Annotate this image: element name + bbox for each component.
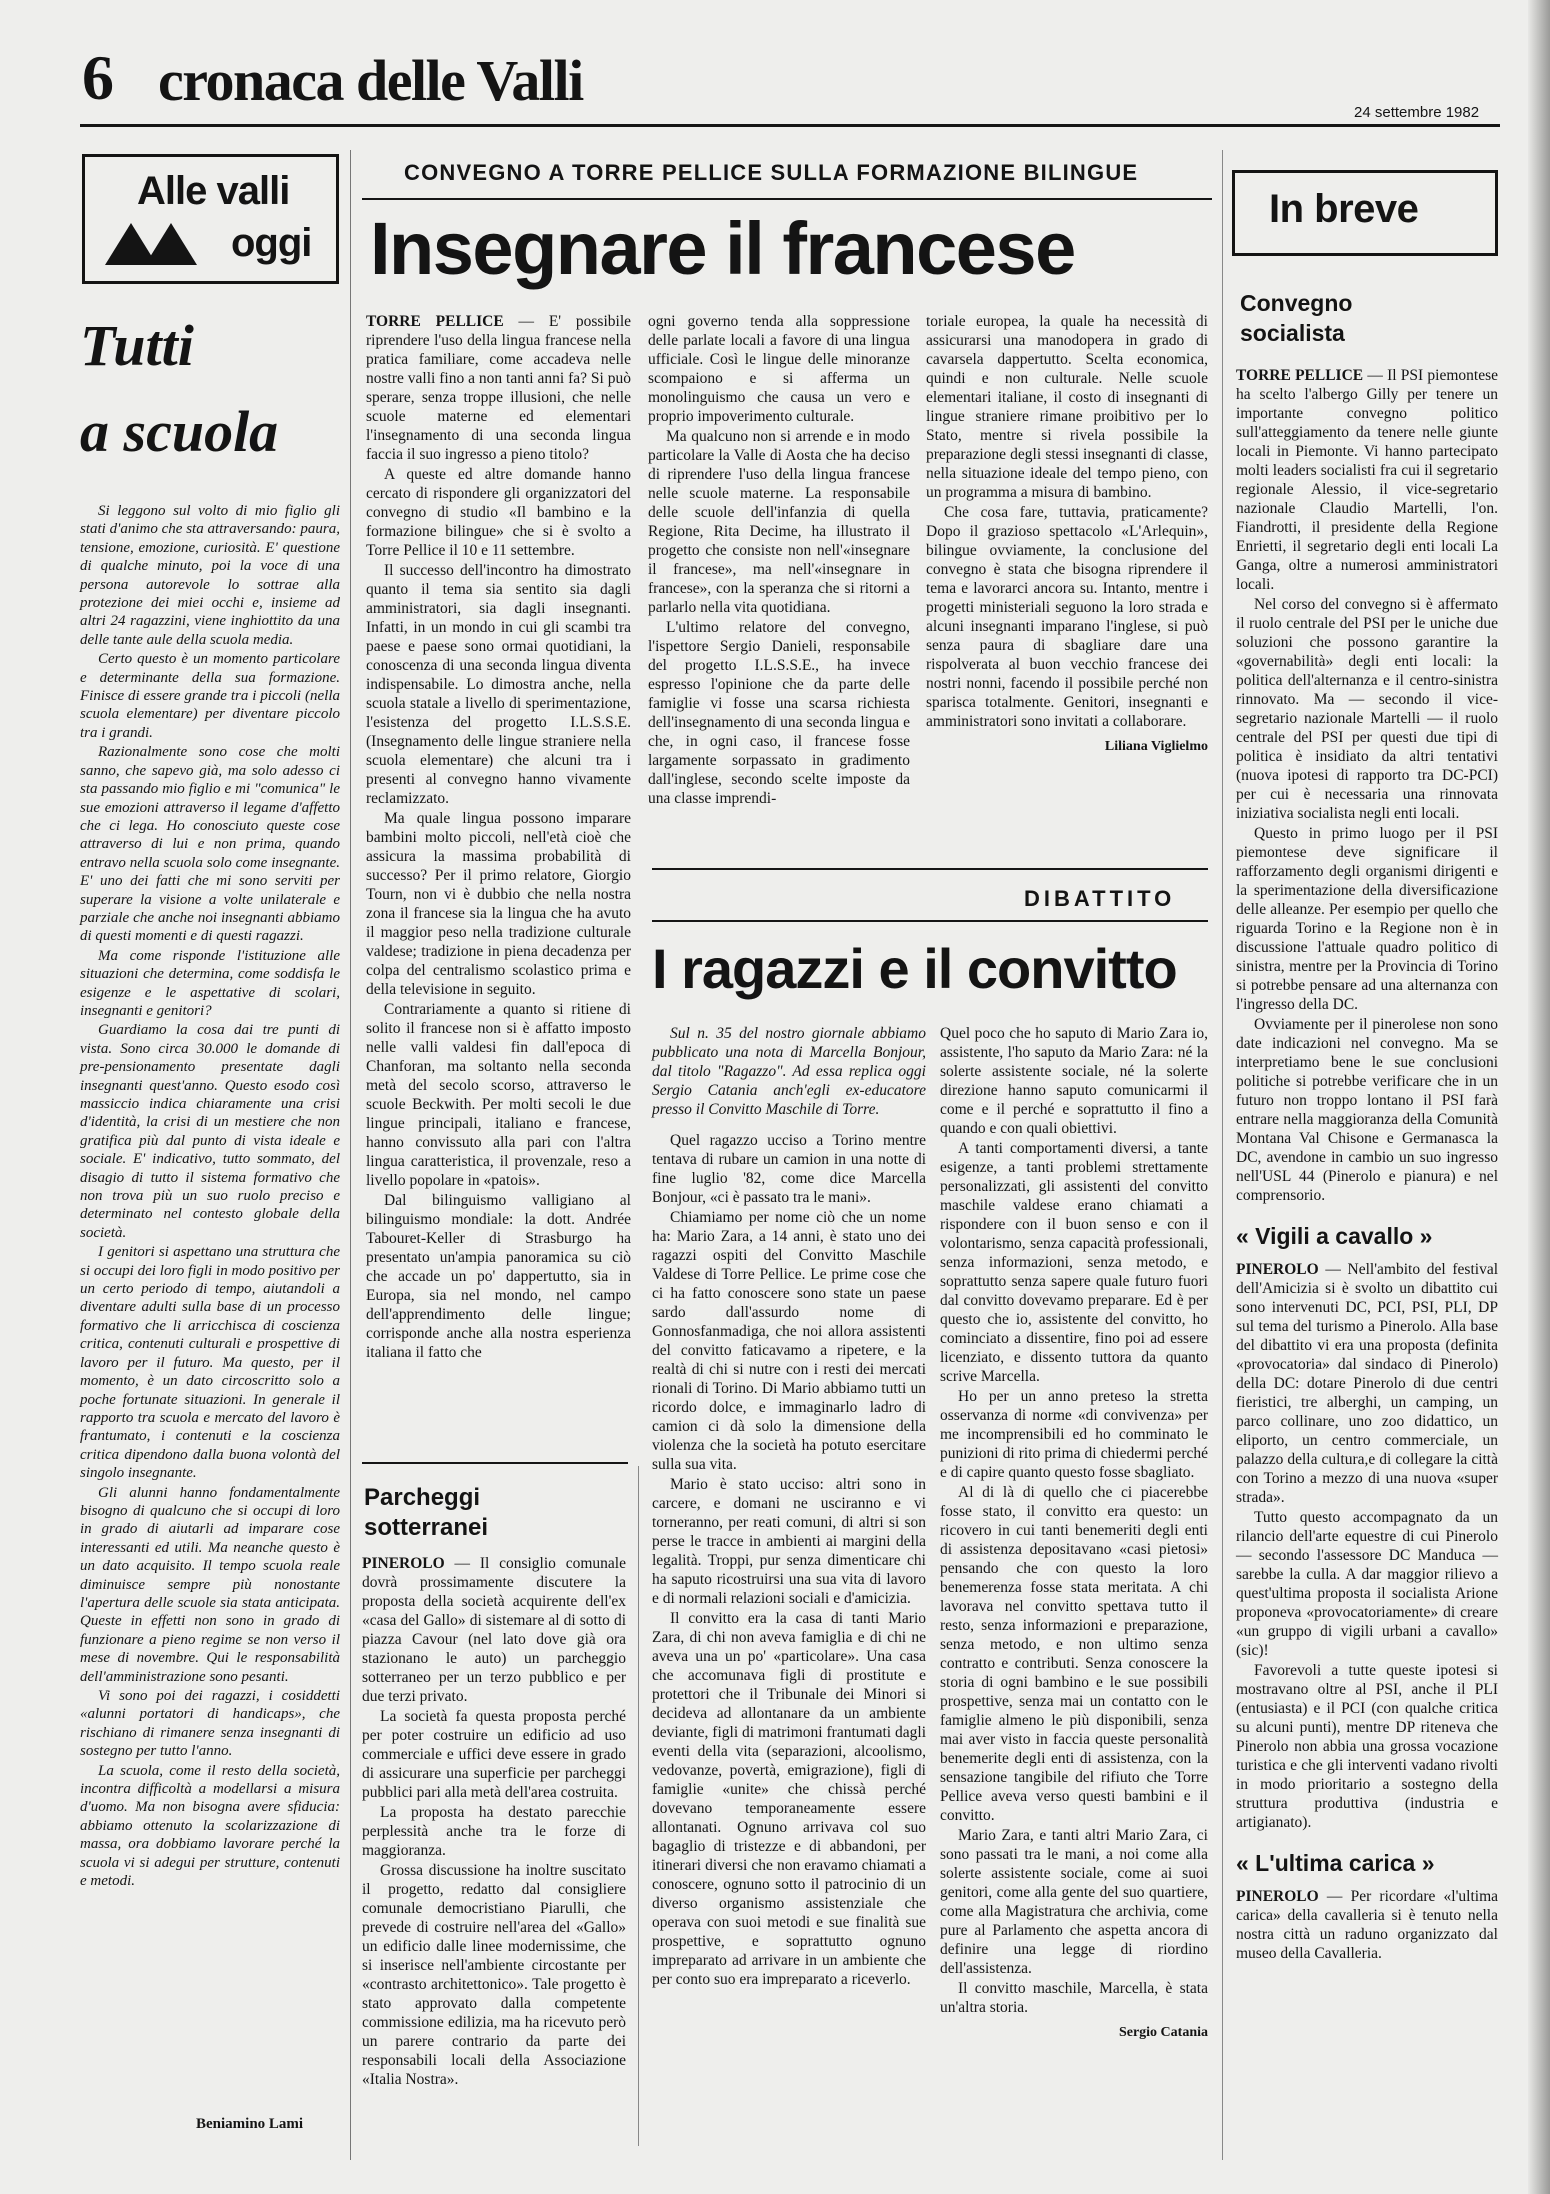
article-paragraph: L'ultimo relatore del convegno, l'ispettore Sergio Danieli, responsabile del progetto I.L.S.S.E., ha invece espresso l'opinione che da parte delle famiglie vi fosse una scarsa richiesta dell'insegnamento di una seconda lingua e che, in ogni caso, il francese fosse largamente sorpassato in gradimento dall'inglese, secondo scelte imposte da una classe imprendi- [648, 619, 910, 807]
article-paragraph: Dal bilinguismo valligiano al bilinguismo mondiale: la dott. Andrée Tabouret-Keller di Strasburgo ha presentato un'ampia panoramica su ciò che accade un po' dappertutto, sia in Europa, sia nel mondo, nel campo dell'apprendimento delle lingue; corrisponde anche alla nostra esperienza italiana il fatto che [366, 1192, 631, 1361]
article-paragraph: Il convitto era la casa di tanti Mario Zara, di chi non aveva famiglia e di chi ne aveva una un po' «particolare». Una casa che accomunava figli di prostitute e protettori che il Tribunale dei Minori si decideva ad allontanare da un ambiente deviante, figli di matrimoni frantumati dagli eventi della vita (separazioni, alcoolismo, vedovanze, povertà, emigrazione), figli di famiglie «unite» che chissà perché dovevano temporaneamente essere allontanati. Ognuno arrivava col suo bagaglio di tristezze e di abbandoni, per itinerari diversi che non eravamo chiamati a conoscere, ognuno sotto il patrocinio di un diverso organismo assistenziale che operava con suoi metodi e sue finalità sue prospettive, e soprattutto ognuno impreparato ad arrivare in un ambiente che per conto suo era impreparato a riceverlo. [652, 1610, 926, 1988]
page-gutter [1528, 0, 1550, 2194]
editorial-signature: Beniamino Lami [196, 2116, 304, 2132]
dateline: PINEROLO [1236, 1888, 1319, 1905]
article-paragraph: Favorevoli a tutte queste ipotesi si mostravano oltre al PSI, anche il PLI (entusiasta) e il PCI (con qualche critica su alcuni punti), mentre DP riteneva che Pinerolo non abbia una grossa vocazione turistica e che gli interventi vadano rivolti in modo prioritario a sostegno della struttura produttiva (industria e artigianato). [1236, 1662, 1498, 1831]
editorial-paragraph: Vi sono poi dei ragazzi, i cosiddetti «alunni portatori di handicaps», che rischiano di rimanere senza insegnanti di sostegno per tutto l'anno. [80, 1688, 340, 1760]
article-paragraph: Chiamiamo per nome ciò che un nome ha: Mario Zara, a 14 anni, è stato uno dei ragazzi ospiti del Convitto Maschile Valdese di Torre Pellice. Le prime cose che ci ha fatto conoscere sono state un paese sardo dall'assurdo nome di Gonnosfanmadiga, che noi allora assistenti del convitto faticavamo a ripetere, e la realtà di chi si nutre con i resti dei mercati rionali di Torino. Di Mario abbiamo tutti un ricordo dolce, e immaginarlo ladro di camion ci dà solo la dimensione della violenza che la società ha potuto esercitare sulla sua vita. [652, 1209, 926, 1473]
dateline: TORRE PELLICE [366, 313, 504, 330]
column-logo-line2: oggi [231, 221, 312, 265]
article-paragraph: ogni governo tenda alla soppressione delle parlate locali a favore di una lingua ufficiale. Così le lingue delle minoranze scompaiono e si afferma un monolinguismo che causa un vero e proprio impoverimento culturale. [648, 313, 910, 425]
editorial-title-line2: a scuola [80, 399, 279, 464]
editorial-title-line1: Tutti [80, 313, 194, 378]
dateline: TORRE PELLICE [1236, 367, 1364, 384]
editorial-paragraph: Ma come risponde l'istituzione alle situazioni che determina, come soddisfa le esigenze e le aspettative di scolari, insegnanti e genitori? [80, 947, 340, 1019]
article-paragraph: Mario è stato ucciso: altri sono in carcere, e domani ne usciranno e vi torneranno, per reati comuni, di altri si son perse le tracce in ambienti ai margini della legalità. Troppi, pur senza dimenticare chi ha saputo ricostruirsi una sua vita di lavoro e di normali relazioni sociali e d'amicizia. [652, 1476, 926, 1607]
main-article-headline: Insegnare il francese [370, 207, 1075, 290]
parking-rule [362, 1462, 628, 1464]
in-breve-box [1232, 170, 1498, 256]
article-paragraph: Ma qualcuno non si arrende e in modo particolare la Valle di Aosta che ha deciso di riprendere l'uso della lingua francese nelle scuole materne. La responsabile delle scuole dell'infanzia di quella Regione, Rita Decime, ha illustrato il progetto che consiste non nell'«insegnare il francese», ma nell'«insegnare in francese», con la speranza che si ritorni a parlarlo nella vita quotidiana. [648, 428, 910, 616]
editorial-paragraph: Gli alunni hanno fondamentalmente bisogno di qualcuno che si occupi di loro in grado di aiutarli ad imparare cose interessanti ed utili. Ma neanche questo è un dato acquisito. Il tempo scuola reale diminuisce sempre più nonostante l'apertura delle scuole sia stata anticipata. Queste in effetti non sono in grado di funzionare a pieno regime se non verso il mese di novembre. Qui le responsabilità dell'amministrazione sono pesanti. [80, 1484, 340, 1685]
column-logo-box [82, 154, 339, 284]
debate-col2 [940, 1024, 1208, 2042]
dateline: PINEROLO [1236, 1261, 1319, 1278]
article-paragraph: toriale europea, la quale ha necessità di assicurarsi una manodopera in grado di cavarsela dappertutto. Scelta economica, quindi e non culturale. Nelle scuole elementari italiane, il costo di insegnanti di lingue straniere rimane proibitivo per lo Stato, mentre si rivela possibile la preparazione degli stessi insegnanti di classe, nella situazione ideale del tempo pieno, con un programma a misura di bambino. [926, 313, 1208, 501]
main-article-col1 [366, 312, 631, 1363]
article-paragraph: Al di là di quello che ci piacerebbe fosse stato, il convitto era questo: un ricovero in cui tanti benemeriti degli enti di assistenza depositavano «casi pietosi» pensando che con questo la loro benemerenza fosse stata meritata. A chi lavorava nel convitto spettava tutto il resto, senza informazioni e preparazione, senza metodo, e non ultimo senza contratto e contributi. Senza conoscere la storia di ogni bambino e le sue possibili prospettive, senza mai un contatto con le famiglie almeno le più disponibili, senza mai aver visto in faccia queste personalità benemerite degli enti di assistenza, con la sensazione tangibile del rifiuto che Torre Pellice aveva verso questi bambini e il convitto. [940, 1484, 1208, 1824]
parking-body [362, 1554, 626, 2090]
article-paragraph: A tanti comportamenti diversi, a tante esigenze, a tanti problemi strettamente personalizzati, gli assistenti del convitto maschile valdese erano chiamati a rispondere con il buon senso e con il volontarismo, senza capacità professionali, senza informazioni, senza metodo, e soprattutto senza sapere quale futuro fuori dal convitto dovevamo preparare. Ed è per questo che io, assistente del convitto, ho cominciato a dissentire, fino poi ad essere licenziato, e dissento tuttora da quanto scrive Marcella. [940, 1140, 1208, 1385]
parking-headline-line2: sotterranei [364, 1514, 489, 1541]
debate-rule-bottom [652, 920, 1208, 922]
article-paragraph: Ho per un anno preteso la stretta osservanza di norme «di convivenza» per me incomprensibili ed ho comminato le punizioni di rito prima di chiedermi perché e di capire quanto questo fosse sbagliato. [940, 1388, 1208, 1481]
editorial-paragraph: Certo questo è un momento particolare e determinante della sua formazione. Finisce di essere grande tra i piccoli (nella scuola elementare) per diventare piccolo tra i grandi. [80, 651, 340, 741]
editorial-paragraph: La scuola, come il resto della società, incontra difficoltà a modellarsi a misura d'uomo. Ma non bisogna avere sfiducia: abbiamo ottenuto la scolarizzazione di massa, ora dobbiamo lavorare perché la scuola vi si adegui per strutture, contenuti e metodi. [80, 1762, 340, 1890]
kicker-rule [362, 198, 1212, 200]
brief-title: « L'ultima carica » [1236, 1850, 1435, 1876]
article-paragraph: Nel corso del convegno si è affermato il ruolo centrale del PSI per le uniche due soluzioni che possono garantire la «governabilità» degli enti locali: la politica dell'alternanza e il centro-sinistra rinnovato. Ma — secondo il vice-segretario nazionale Martelli — il ruolo centrale del PSI per questi due tipi di politica è insidiato da altri tentativi (nuova ipotesi di rapporto tra DC-PCI) per cui è necessaria una rinnovata iniziativa socialista negli enti locali. [1236, 596, 1498, 822]
article-paragraph: PINEROLO — Per ricordare «l'ultima carica» della cavalleria si è tenuto nella nostra città un raduno organizzato dal museo della Cavalleria. [1236, 1888, 1499, 1962]
debate-kicker: DIBATTITO [1024, 886, 1176, 911]
column-divider-right [1222, 150, 1223, 2160]
article-paragraph: PINEROLO — Il consiglio comunale dovrà prossimamente discutere la proposta della società acquirente dell'ex «casa del Gallo» di sistemare al di sotto di piazza Cavour (nel lato dove già ora stazionano le auto) un parcheggio sotterraneo per un terzo pubblico e per due terzi privato. [362, 1555, 626, 1705]
dateline: PINEROLO [362, 1555, 445, 1572]
article-paragraph: Quel poco che ho saputo di Mario Zara io, assistente, l'ho saputo da Mario Zara: né la solerte assistente sociale, né la solerte direzione hanno saputo comunicarmi il come e il perché e soprattutto il fino a quando e con quali obiettivi. [940, 1025, 1208, 1137]
debate-headline: I ragazzi e il convitto [652, 937, 1177, 1000]
article-paragraph: TORRE PELLICE — E' possibile riprendere l'uso della lingua francese nella pratica familiare, come accadeva nelle nostre valli fino a non tanti anni fa? Si può sperare, senza troppe illusioni, che nelle scuole materne ed elementari l'insegnamento di una seconda lingua faccia il suo ingresso a pieno titolo? [366, 313, 632, 463]
mountains-icon [105, 219, 205, 269]
article-signature: Liliana Viglielmo [1104, 739, 1208, 754]
page-number: 6 [82, 42, 114, 113]
column-divider-middle [638, 1466, 639, 2146]
brief-title: socialista [1240, 320, 1345, 346]
main-article-col3 [926, 312, 1208, 756]
editorial-paragraph: I genitori si aspettano una struttura che si occupi dei loro figli in modo positivo per un certo periodo di tempo, aiutandoli a diventare adulti sulla base di un processo formativo che li arricchisca di coscienza critica, contenuti culturali e prospettive di lavoro per il futuro. Ma questo, per il momento, è un dato circoscritto solo a poche fortunate situazioni. In generale il rapporto tra scuola e mercato del lavoro è frantumato, i contenuti e la coscienza critica dipendono dalla buona volontà del singolo insegnante. [80, 1244, 340, 1482]
article-paragraph: Mario Zara, e tanti altri Mario Zara, ci sono passati tra le mani, a noi come alla solerte assistente sociale, come ai suoi genitori, come alla gente del suo quartiere, come alla Magistratura che archivia, come pure al Parlamento che aspetta ancora di definire una legge di riordino dell'assistenza. [940, 1827, 1208, 1977]
article-paragraph: La società fa questa proposta perché per poter costruire un edificio ad uso commerciale e uffici deve essere in grado di assicurare una superficie per parcheggi pubblici pari alla metà dell'area costruita. [362, 1708, 626, 1801]
main-article-kicker: CONVEGNO A TORRE PELLICE SULLA FORMAZIONE BILINGUE [404, 160, 1139, 185]
page-date: 24 settembre 1982 [1354, 104, 1480, 121]
brief-title: « Vigili a cavallo » [1236, 1223, 1433, 1249]
parking-headline-line1: Parcheggi [364, 1484, 481, 1511]
article-paragraph: A queste ed altre domande hanno cercato di rispondere gli organizzatori del convegno di studio «Il bambino e la formazione bilingue» che si è svolto a Torre Pellice il 10 e 11 settembre. [366, 466, 631, 559]
editorial-paragraph: Si leggono sul volto di mio figlio gli stati d'animo che sta attraversando: paura, tensione, emozione, curiosità. E' questione di qualche minuto, poi la voce di una persona autorevole lo sottrae alla protezione dei miei occhi e, insieme ad altri 24 ragazzini, viene inghiottito da una delle tante aule della scuola media. [80, 503, 340, 648]
brief-body [1236, 366, 1498, 1964]
article-paragraph: Contrariamente a quanto si ritiene di solito il francese non si è affatto imposto nelle valli valdesi fin dall'epoca di Chanforan, ma soltanto nella seconda metà del secolo scorso, attraverso le scuole Beckwith. Per molti secoli le due lingue principali, italiano e francese, hanno convissuto alla pari con l'altra lingua caratteristica, il provenzale, reso a livello popolare in «patois». [366, 1001, 631, 1189]
header-rule [80, 124, 1500, 127]
article-paragraph: Il convitto maschile, Marcella, è stata un'altra storia. [940, 1980, 1208, 2016]
article-paragraph: Grossa discussione ha inoltre suscitato il progetto, redatto dal consigliere comunale democristiano Piarulli, che prevede di costruire nell'area del «Gallo» un edificio dalle linee modernissime, che si inserisce nell'ambiente circostante per «contrasto architettonico». Tale progetto è stato approvato dalla competente commissione edilizia, ma ha ricevuto però un parere contrario da parte dei responsabili locali della Associazione «Italia Nostra». [362, 1862, 626, 2088]
editorial-paragraph: Razionalmente sono cose che molti sanno, che sapevo già, ma solo adesso ci sta passando mio figlio e mi "comunica" le sue emozioni attraverso il legame d'affetto che ci lega. Ho conosciuto queste cose attraverso di lui e non prima, quando entravo nella scuola solo come insegnante. E' uno dei fatti che mi sono serviti per superare la visione a volte unilaterale e parziale che anche noi insegnanti abbiamo di questi momenti e di questi ragazzi. [80, 744, 340, 945]
article-paragraph: PINEROLO — Nell'ambito del festival dell'Amicizia si è svolto un dibattito cui sono intervenuti DC, PCI, PSI, PLI, DP sul tema del turismo a Pinerolo. Alla base del dibattito vi era una proposta (definita «provocatoria» dal sindaco di Pinerolo) della DC: dotare Pinerolo di due centri fieristici, tre alberghi, un camping, un parco collinare, uno zoo didattico, un eliporto, un centro commerciale, un palazzo della cultura,e di collegare la città con Torino a mezzo di una nuova «super strada». [1236, 1261, 1498, 1506]
article-paragraph: La proposta ha destato parecchie perplessità anche tra le forze di maggioranza. [362, 1804, 626, 1859]
article-paragraph: Il successo dell'incontro ha dimostrato quanto il tema sia sentito sia dagli amministratori, sia dagli insegnanti. Infatti, in un mondo in cui gli scambi tra paese e paese sono ormai quotidiani, la conoscenza di una seconda lingua diventa indispensabile. Lo dimostra anche, nella scuola statale a livello di sperimentazione, l'esistenza del progetto I.L.S.S.E. (Insegnamento delle lingue straniere nella scuola elementare) che alcuni tra i presenti al convegno hanno vivamente reclamizzato. [366, 562, 631, 807]
column-logo-line1: Alle valli [137, 169, 290, 213]
main-article-col2 [648, 312, 910, 809]
debate-rule-top [652, 868, 1208, 870]
article-paragraph: Quel ragazzo ucciso a Torino mentre tentava di rubare un camion in una notte di fine luglio '82, come dice Marcella Bonjour, «ci è passato tra le mani». [652, 1132, 926, 1206]
article-signature: Sergio Catania [1118, 2025, 1208, 2040]
article-paragraph: TORRE PELLICE — Il PSI piemontese ha scelto l'albergo Gilly per tenere un importante convegno politico sull'atteggiamento da tenere nelle giunte locali in Piemonte. Vi hanno partecipato molti leaders socialisti fra cui il segretario regionale Alessio, il vice-segretario nazionale Claudio Martelli, l'on. Fiandrotti, il presidente della Regione Enrietti, il segretario degli enti locali La Ganga, oltre a numerosi amministratori locali. [1236, 367, 1499, 593]
article-paragraph: Che cosa fare, tuttavia, praticamente? Dopo il grazioso spettacolo «L'Arlequin», bilingue ovviamente, la conclusione del convegno è stata che bisogna riprendere il tema e lavorarci ancora su. Intanto, mentre i progetti ministeriali seguono la loro strada e alcuni insegnanti imparano l'inglese, si può senza paura di sbagliare dare una rispolverata al buon vecchio francese dei nostri nonni, facendo il possibile perché non sparisca totalmente. Genitori, insegnanti e amministratori sono invitati a collaborare. [926, 504, 1208, 730]
brief-title: Convegno [1240, 290, 1353, 316]
section-title: cronaca delle Valli [158, 48, 583, 113]
article-paragraph: Ma quale lingua possono imparare bambini molto piccoli, nell'età cioè che assicura la massima probabilità di successo? Per il primo relatore, Giorgio Tourn, non vi è dubbio che nella nostra zona il francese sia la lingua che ha avuto il maggior peso nella tradizione culturale valdese; tradizione in piena decadenza per colpa del centralismo scolastico prima e della televisione in seguito. [366, 810, 631, 998]
column-divider-left [350, 150, 351, 2160]
article-paragraph: Tutto questo accompagnato da un rilancio dell'arte equestre di cui Pinerolo — secondo l'assessore DC Manduca — sarebbe la culla. A dar maggior rilievo a quest'ultima proposta il socialista Arione proponeva «provocatoriamente» di creare «un gruppo di vigili urbani a cavallo» (sic)! [1236, 1509, 1498, 1659]
article-paragraph: Ovviamente per il pinerolese non sono date indicazioni nel convegno. Ma se interpretiamo bene le sue conclusioni politiche si potrebbe verificare che in un futuro non troppo lontano il PSI farà entrare nella maggioranza della Comunità Montana Val Chisone e Germanasca la DC, avendone in cambio un suo ingresso nell'USL 44 (Pinerolo e pianura) e nel comprensorio. [1236, 1016, 1498, 1204]
article-paragraph: Questo in primo luogo per il PSI piemontese deve significare il rafforzamento degli organismi dirigenti e la sperimentazione della diversificazione delle alleanze. Per esempio per quello che riguarda Torino e la Regione non è in discussione l'attuale quadro politico di sinistra, mentre per la Provincia di Torino si potrebbe pensare ad una alternanza con l'ingresso della DC. [1236, 825, 1498, 1013]
debate-intro: Sul n. 35 del nostro giornale abbiamo pubblicato una nota di Marcella Bonjour, dal titolo "Ragazzo". Ad essa replica oggi Sergio Catania anch'egli ex-educatore presso il Convitto Maschile di Torre. [652, 1025, 926, 1118]
in-breve-label: In breve [1269, 187, 1419, 231]
editorial-body [80, 502, 340, 1891]
editorial-paragraph: Guardiamo la cosa dai tre punti di vista. Sono circa 30.000 le domande di pre-pensionamento presentate dagli insegnanti quest'anno. Questo esodo così massiccio indica chiaramente una crisi d'identità, la crisi di un mestiere che non gratifica più dal punto di vista ideale e sociale. E' indicativo, tutto sommato, del disagio di tutto il sistema formativo che non trova più un suo ruolo preciso e determinato nel contesto globale della società. [80, 1022, 340, 1241]
debate-col1 [652, 1024, 926, 1990]
